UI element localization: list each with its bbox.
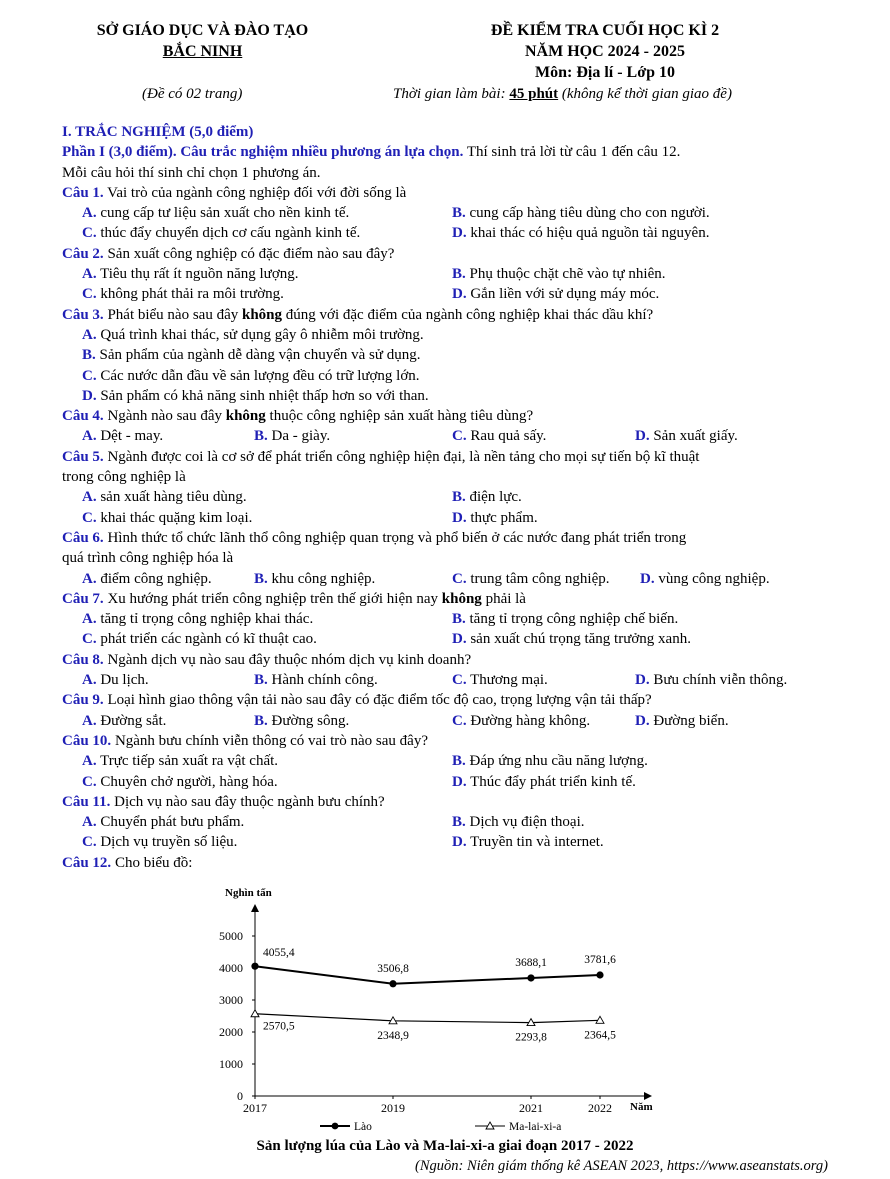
options-q2 <box>62 264 852 284</box>
option-a[interactable]: A. tăng tỉ trọng công nghiệp khai thác. <box>82 611 314 628</box>
option-b[interactable]: B. điện lực. <box>452 489 522 506</box>
question-4: Câu 4. Ngành nào sau đây không thuộc công nghiệp sản xuất hàng tiêu dùng? <box>62 408 534 425</box>
question-2: Câu 2. Sản xuất công nghiệp có đặc điểm nào sau đây? <box>62 245 395 262</box>
options-q4 <box>62 426 852 446</box>
option-c[interactable]: C. không phát thải ra môi trường. <box>82 286 284 303</box>
data-point <box>251 963 258 970</box>
legend-label-lao: Lào <box>354 1121 372 1133</box>
school-year: NĂM HỌC 2024 - 2025 <box>525 43 685 60</box>
question-9: Câu 9. Loại hình giao thông vận tải nào sau đây có đặc điểm tốc độ cao, trọng lượng vận tải thấp? <box>62 692 652 709</box>
option-c[interactable]: C. Dịch vụ truyền số liệu. <box>82 834 238 851</box>
y-tick-label: 1000 <box>219 1057 243 1071</box>
data-point <box>527 974 534 981</box>
pages-note: (Đề có 02 trang) <box>142 86 243 102</box>
option-d[interactable]: D. sản xuất chú trọng tăng trưởng xanh. <box>452 631 691 648</box>
data-point <box>251 1010 259 1017</box>
options-q9 <box>62 711 852 731</box>
option-a[interactable]: A. Trực tiếp sản xuất ra vật chất. <box>82 753 279 770</box>
option-a[interactable]: A. sản xuất hàng tiêu dùng. <box>82 489 247 506</box>
question-7: Câu 7. Xu hướng phát triển công nghiệp trên thế giới hiện nay không phải là <box>62 590 526 607</box>
legend-marker-lao <box>332 1123 339 1130</box>
subject: Môn: Địa lí - Lớp 10 <box>535 64 675 81</box>
province-name: BẮC NINH <box>162 43 243 60</box>
legend-label-malaysia: Ma-lai-xi-a <box>509 1121 562 1133</box>
options-q11 <box>62 812 852 832</box>
option-c[interactable]: C. trung tâm công nghiệp. <box>452 570 610 587</box>
y-tick-label: 5000 <box>219 929 243 943</box>
data-label: 3781,6 <box>584 953 616 966</box>
question-5: Câu 5. Ngành được coi là cơ sở để phát triển công nghiệp hiện đại, là nền tảng cho mọi sự tiến bộ kĩ thuật <box>62 448 700 465</box>
x-axis-arrow <box>644 1092 652 1100</box>
option-b[interactable]: B. Da - giày. <box>254 428 331 445</box>
option-d[interactable]: D. Sản xuất giấy. <box>635 428 738 445</box>
data-point <box>596 971 603 978</box>
option-c[interactable]: C. Đường hàng không. <box>452 712 591 729</box>
question-3: Câu 3. Phát biểu nào sau đây không đúng với đặc điểm của ngành công nghiệp khai thác dầu khí? <box>62 306 654 323</box>
question-11: Câu 11. Dịch vụ nào sau đây thuộc ngành bưu chính? <box>62 793 385 810</box>
option-b[interactable]: B. Hành chính công. <box>254 672 378 689</box>
x-axis-label: Năm <box>630 1101 653 1113</box>
option-a[interactable]: A. cung cấp tư liệu sản xuất cho nền kinh tế. <box>82 205 350 222</box>
option-a[interactable]: A. Du lịch. <box>82 672 149 689</box>
option-c[interactable]: C. Chuyên chở người, hàng hóa. <box>82 773 278 790</box>
x-tick-label: 2021 <box>519 1101 543 1115</box>
options-q5 <box>62 487 852 507</box>
header-left <box>75 20 330 62</box>
option-d[interactable]: D. Truyền tin và internet. <box>452 834 604 851</box>
y-tick-label: 0 <box>237 1089 243 1103</box>
option-d[interactable]: D. Đường biển. <box>635 712 729 729</box>
option-d[interactable]: D. khai thác có hiệu quả nguồn tài nguyên. <box>452 225 710 242</box>
y-axis-arrow <box>251 904 259 912</box>
exam-body <box>62 122 852 873</box>
option-c[interactable]: C. Rau quả sấy. <box>452 428 547 445</box>
y-tick-label: 4000 <box>219 961 243 975</box>
option-c[interactable]: C. phát triển các ngành có kĩ thuật cao. <box>82 631 317 648</box>
options-q1 <box>62 203 852 223</box>
option-c[interactable]: C. khai thác quặng kim loại. <box>82 509 253 526</box>
data-point <box>389 980 396 987</box>
option-d[interactable]: D. Thúc đẩy phát triển kinh tế. <box>452 773 636 790</box>
option-d[interactable]: D. Gắn liền với sử dụng máy móc. <box>452 286 660 303</box>
options-q7 <box>62 609 852 629</box>
exam-title: ĐỀ KIỂM TRA CUỐI HỌC KÌ 2 <box>490 22 720 39</box>
option-a[interactable]: A. Đường sắt. <box>82 712 167 729</box>
chart-title: Sản lượng lúa của Lào và Ma-lai-xi-a giai đoạn 2017 - 2022 <box>256 1138 634 1154</box>
option-d[interactable]: D. thực phẩm. <box>452 509 538 526</box>
x-tick-label: 2019 <box>381 1101 405 1115</box>
rice-production-chart <box>200 888 670 1138</box>
y-tick-label: 2000 <box>219 1025 243 1039</box>
data-label: 3688,1 <box>515 956 547 969</box>
question-6: Câu 6. Hình thức tổ chức lãnh thổ công nghiệp quan trọng và phổ biến ở các nước đang phát triển trong <box>62 529 687 546</box>
option-b[interactable]: B. Sản phẩm của ngành dễ dàng vận chuyển và sử dụng. <box>82 347 421 364</box>
option-a[interactable]: A. Chuyển phát bưu phẩm. <box>82 814 245 831</box>
header-right <box>450 20 760 83</box>
part-intro: Phần I (3,0 điểm). Câu trắc nghiệm nhiều phương án lựa chọn. Thí sinh trả lời từ câu 1 đến câu 12. <box>62 144 681 161</box>
option-c[interactable]: C. thúc đẩy chuyển dịch cơ cấu ngành kinh tế. <box>82 225 361 242</box>
options-q10 <box>62 751 852 771</box>
option-b[interactable]: B. tăng tỉ trọng công nghiệp chế biến. <box>452 611 679 628</box>
option-a[interactable]: A. Dệt - may. <box>82 428 164 445</box>
question-12: Câu 12. Cho biểu đồ: <box>62 854 193 871</box>
options-q8 <box>62 670 852 690</box>
option-c[interactable]: C. Các nước dẫn đầu về sản lượng đều có trữ lượng lớn. <box>82 367 420 384</box>
option-b[interactable]: B. cung cấp hàng tiêu dùng cho con người. <box>452 205 710 222</box>
series-line-lao <box>255 966 600 984</box>
option-c[interactable]: C. Thương mại. <box>452 672 548 689</box>
x-tick-label: 2022 <box>588 1101 612 1115</box>
option-a[interactable]: A. điểm công nghiệp. <box>82 570 212 587</box>
option-a[interactable]: A. Tiêu thụ rất ít nguồn năng lượng. <box>82 266 299 283</box>
data-label: 4055,4 <box>263 947 295 960</box>
question-8: Câu 8. Ngành dịch vụ nào sau đây thuộc nhóm dịch vụ kinh doanh? <box>62 651 472 668</box>
option-d[interactable]: D. vùng công nghiệp. <box>640 570 770 587</box>
option-b[interactable]: B. Đường sông. <box>254 712 350 729</box>
x-tick-label: 2017 <box>243 1101 267 1115</box>
line-chart <box>200 888 670 1138</box>
section-title: I. TRẮC NGHIỆM (5,0 điểm) <box>62 124 254 140</box>
option-d[interactable]: D. Bưu chính viễn thông. <box>635 672 788 689</box>
time-note: Thời gian làm bài: 45 phút (không kể thời gian giao đề) <box>393 86 732 102</box>
question-5-cont: trong công nghiệp là <box>62 469 186 486</box>
chart-source: (Nguồn: Niên giám thống kê ASEAN 2023, https://www.aseanstats.org) <box>415 1158 828 1174</box>
data-label: 2348,9 <box>377 1029 409 1042</box>
question-6-cont: quá trình công nghiệp hóa là <box>62 550 234 567</box>
option-b[interactable]: B. khu công nghiệp. <box>254 570 376 587</box>
option-a[interactable]: A. Quá trình khai thác, sử dụng gây ô nhiễm môi trường. <box>82 326 424 343</box>
department-name: SỞ GIÁO DỤC VÀ ĐÀO TẠO <box>96 22 309 39</box>
option-b[interactable]: B. Dịch vụ điện thoại. <box>452 814 585 831</box>
data-label: 2293,8 <box>515 1031 547 1044</box>
question-10: Câu 10. Ngành bưu chính viễn thông có vai trò nào sau đây? <box>62 732 428 749</box>
option-d[interactable]: D. Sản phẩm có khả năng sinh nhiệt thấp hơn so với than. <box>82 387 429 404</box>
option-b[interactable]: B. Phụ thuộc chặt chẽ vào tự nhiên. <box>452 266 666 283</box>
data-label: 2364,5 <box>584 1029 616 1042</box>
data-label: 3506,8 <box>377 962 409 975</box>
series-line-malaysia <box>255 1014 600 1023</box>
options-q6 <box>62 569 852 589</box>
y-axis-label: Nghìn tấn <box>225 888 272 899</box>
option-b[interactable]: B. Đáp ứng nhu cầu năng lượng. <box>452 753 648 770</box>
question-1: Câu 1. Vai trò của ngành công nghiệp đối với đời sống là <box>62 184 407 201</box>
part-intro-2: Mỗi câu hỏi thí sinh chỉ chọn 1 phương án. <box>62 164 321 181</box>
data-label: 2570,5 <box>263 1020 295 1033</box>
y-tick-label: 3000 <box>219 993 243 1007</box>
